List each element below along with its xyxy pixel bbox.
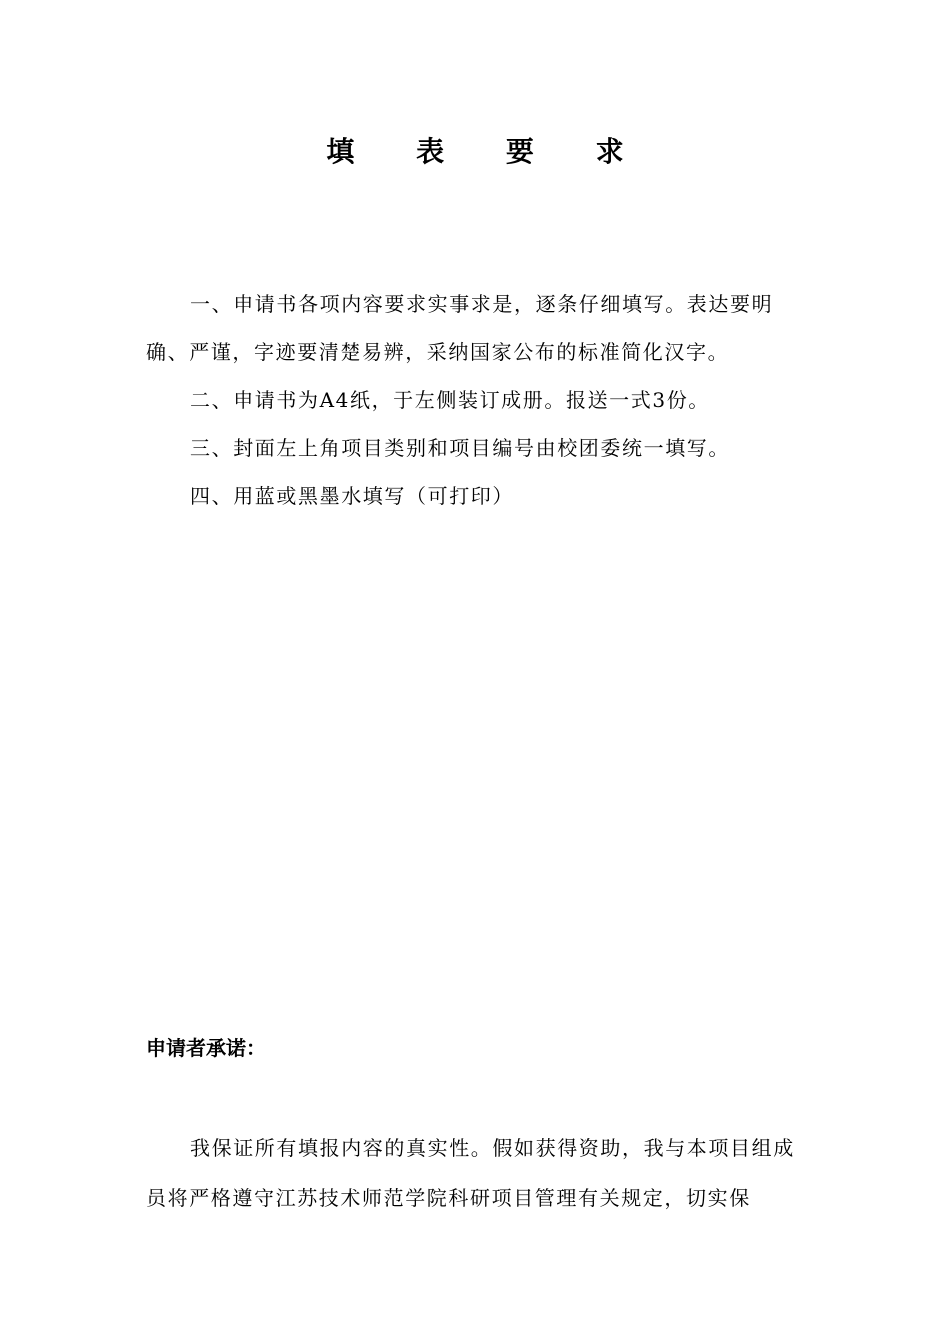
promise-paragraph: 我保证所有填报内容的真实性。假如获得资助，我与本项目组成员将严格遵守江苏技术师范学院科研项目管理有关规定，切实保	[146, 1136, 795, 1210]
page-title: 填 表 要 求	[326, 135, 650, 168]
promise-section	[146, 1123, 808, 1223]
requirement-item: 二、申请书为A4纸，于左侧装订成册。报送一式3份。	[190, 388, 710, 412]
requirement-item: 一、申请书各项内容要求实事求是，逐条仔细填写。表达要明确、严谨，字迹要清楚易辨，采纳国家公布的标准简化汉字。	[146, 292, 774, 364]
requirements-list	[146, 280, 808, 520]
requirement-item: 四、用蓝或黑墨水填写（可打印）	[190, 484, 514, 508]
requirement-item: 三、封面左上角项目类别和项目编号由校团委统一填写。	[190, 436, 730, 460]
promise-heading: 申请者承诺：	[146, 1036, 266, 1060]
